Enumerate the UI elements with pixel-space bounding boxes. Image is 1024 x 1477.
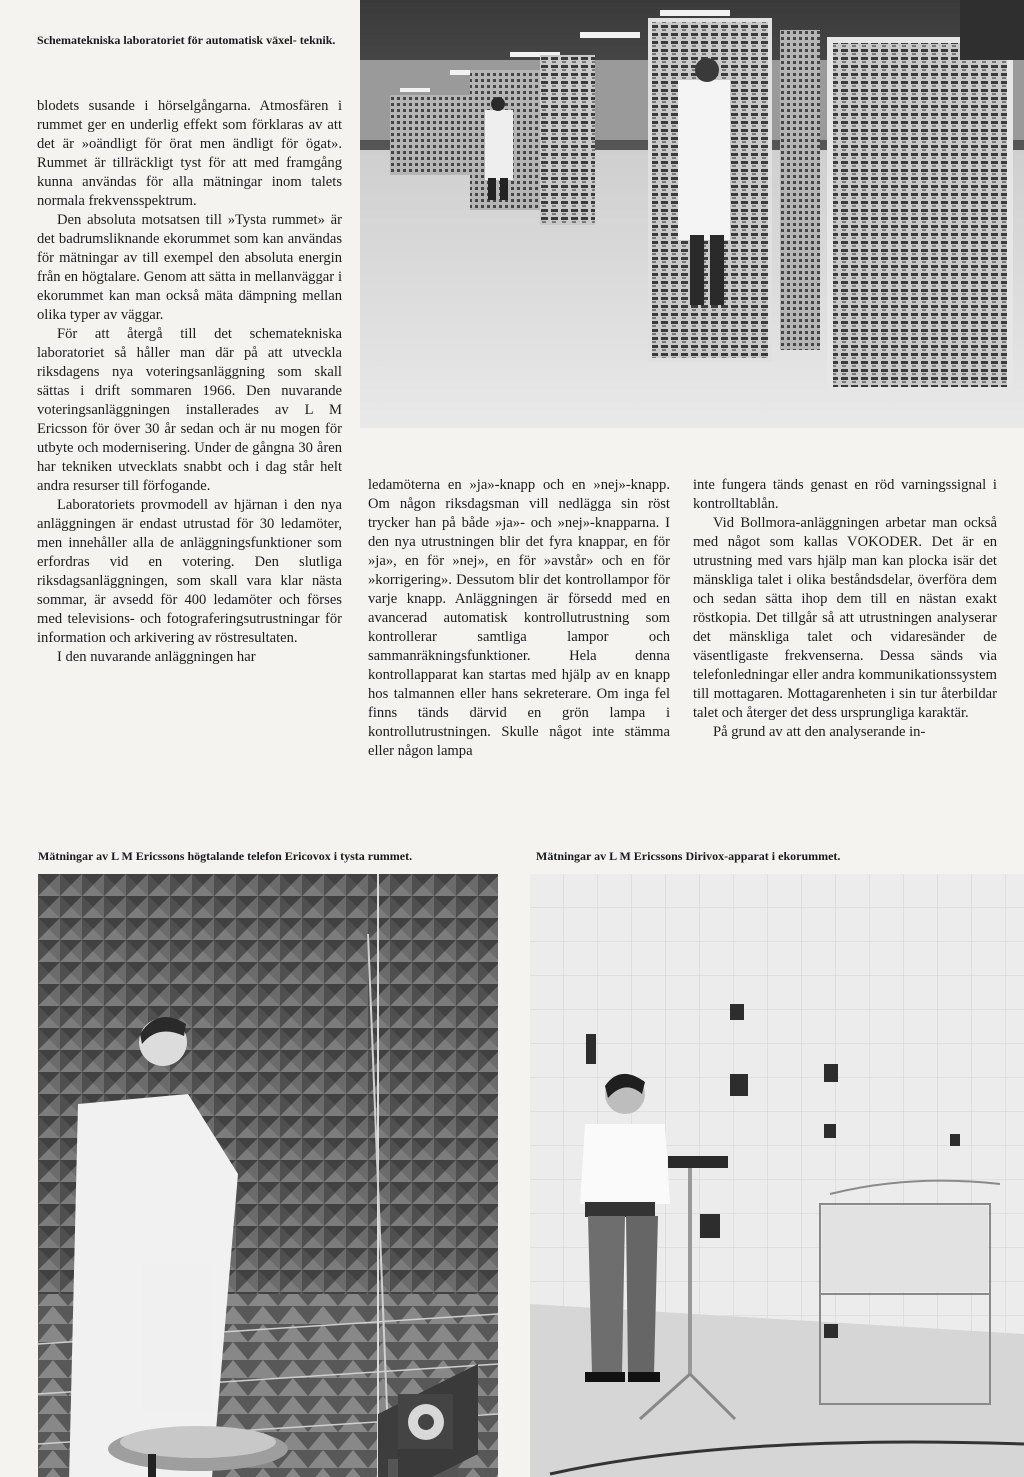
caption-left: Mätningar av L M Ericssons högtalande telefon Ericovox i tysta rummet. (38, 849, 413, 863)
paragraph: ledamöterna en »ja»-knapp och en »nej»-knapp. Om någon riksdagsman vill nedlägga sin röst trycker han på både »ja»- och »nej»-knapparna. I den nya utrustningen blir det fyra knappar, en för »ja», en för »nej», en för »avstår» och en för »korrigering». Dessutom blir det kontrollampor för varje knapp. Anläggningen är försedd med en avancerad automatisk kontrollutrustning som kontrollerar samtliga lampor och sammanräkningsfunktioner. Hela denna kontrollapparat kan startas med hjälp av en knapp hos talmannen eller hans sekreterare. Om inga fel finns tänds därvid en grön lampa i kontrollutrustningen. Skulle något inte stämma eller någon lampa (368, 477, 670, 759)
caption-right: Mätningar av L M Ericssons Dirivox-apparat i ekorummet. (536, 849, 841, 863)
text-column-1 (37, 97, 342, 667)
paragraph: inte fungera tänds genast en röd varningssignal i kontrolltablån. (693, 477, 997, 512)
top-caption: Schematekniska laboratoriet för automatisk växel- teknik. (37, 33, 336, 47)
lab-photo (360, 0, 1024, 428)
paragraph: blodets susande i hörselgångarna. Atmosfären i rummet ger en underlig effekt som förklaras av att det är »oändligt för örat men ändligt för ögat». Rummet är tillräckligt tyst för att med framgång kunna användas för alla mätningar inom talets normala frekvensspektrum. (37, 98, 342, 209)
anechoic-room-photo (38, 874, 498, 1477)
paragraph: Laboratoriets provmodell av hjärnan i den nya anläggningen är endast utrustad för 30 ledamöter, men innehåller alla de anläggningsfunktioner som erfordras vid en votering. Den slutliga riksdagsanläggningen, som skall vara klar nästa sommar, är avsedd för 400 ledamöter och förses med televisions- och fotograferingsutrustningar för information och arkivering av röstresultaten. (37, 497, 342, 646)
text-column-3 (693, 476, 997, 742)
paragraph: Den absoluta motsatsen till »Tysta rummet» är det badrumsliknande ekorummet som kan användas för mätningar av till exempel den absoluta energin från en högtalare. Genom att sätta in mellanväggar i ekorummet kan man också mäta dämpning mellan olika typer av väggar. (37, 212, 342, 323)
text-column-2 (368, 476, 670, 761)
echo-room-photo (530, 874, 1024, 1477)
paragraph: I den nuvarande anläggningen har (57, 649, 256, 665)
paragraph: Vid Bollmora-anläggningen arbetar man också med något som kallas VOKODER. Det är en utrustning med vars hjälp man kan plocka isär det mänskliga talet i olika beståndsdelar, överföra dem och sedan sätta ihop dem till en nästan exakt röstkopia. Det tillgår så att utrustningen analyserar det mänskliga talet och vidaresänder de väsentligaste frekvenserna. Dessa sänds via telefonledningar eller andra kommunikationssystem till mottagaren. Mottagarenheten i sin tur återbildar talet och återger det dess ursprungliga karaktär. (693, 515, 997, 721)
paragraph: På grund av att den analyserande in- (713, 724, 926, 740)
paragraph: För att återgå till det schematekniska laboratoriet så håller man där på att utveckla riksdagens nya voteringsanläggning som skall sättas i drift sommaren 1966. Den nuvarande voteringsanläggningen installerades av L M Ericsson för över 30 år sedan och är nu mogen för utbyte och modernisering. Under de gångna 30 åren har tekniken utvecklats snabbt och i dag står helt andra resurser till förfogande. (37, 326, 342, 494)
